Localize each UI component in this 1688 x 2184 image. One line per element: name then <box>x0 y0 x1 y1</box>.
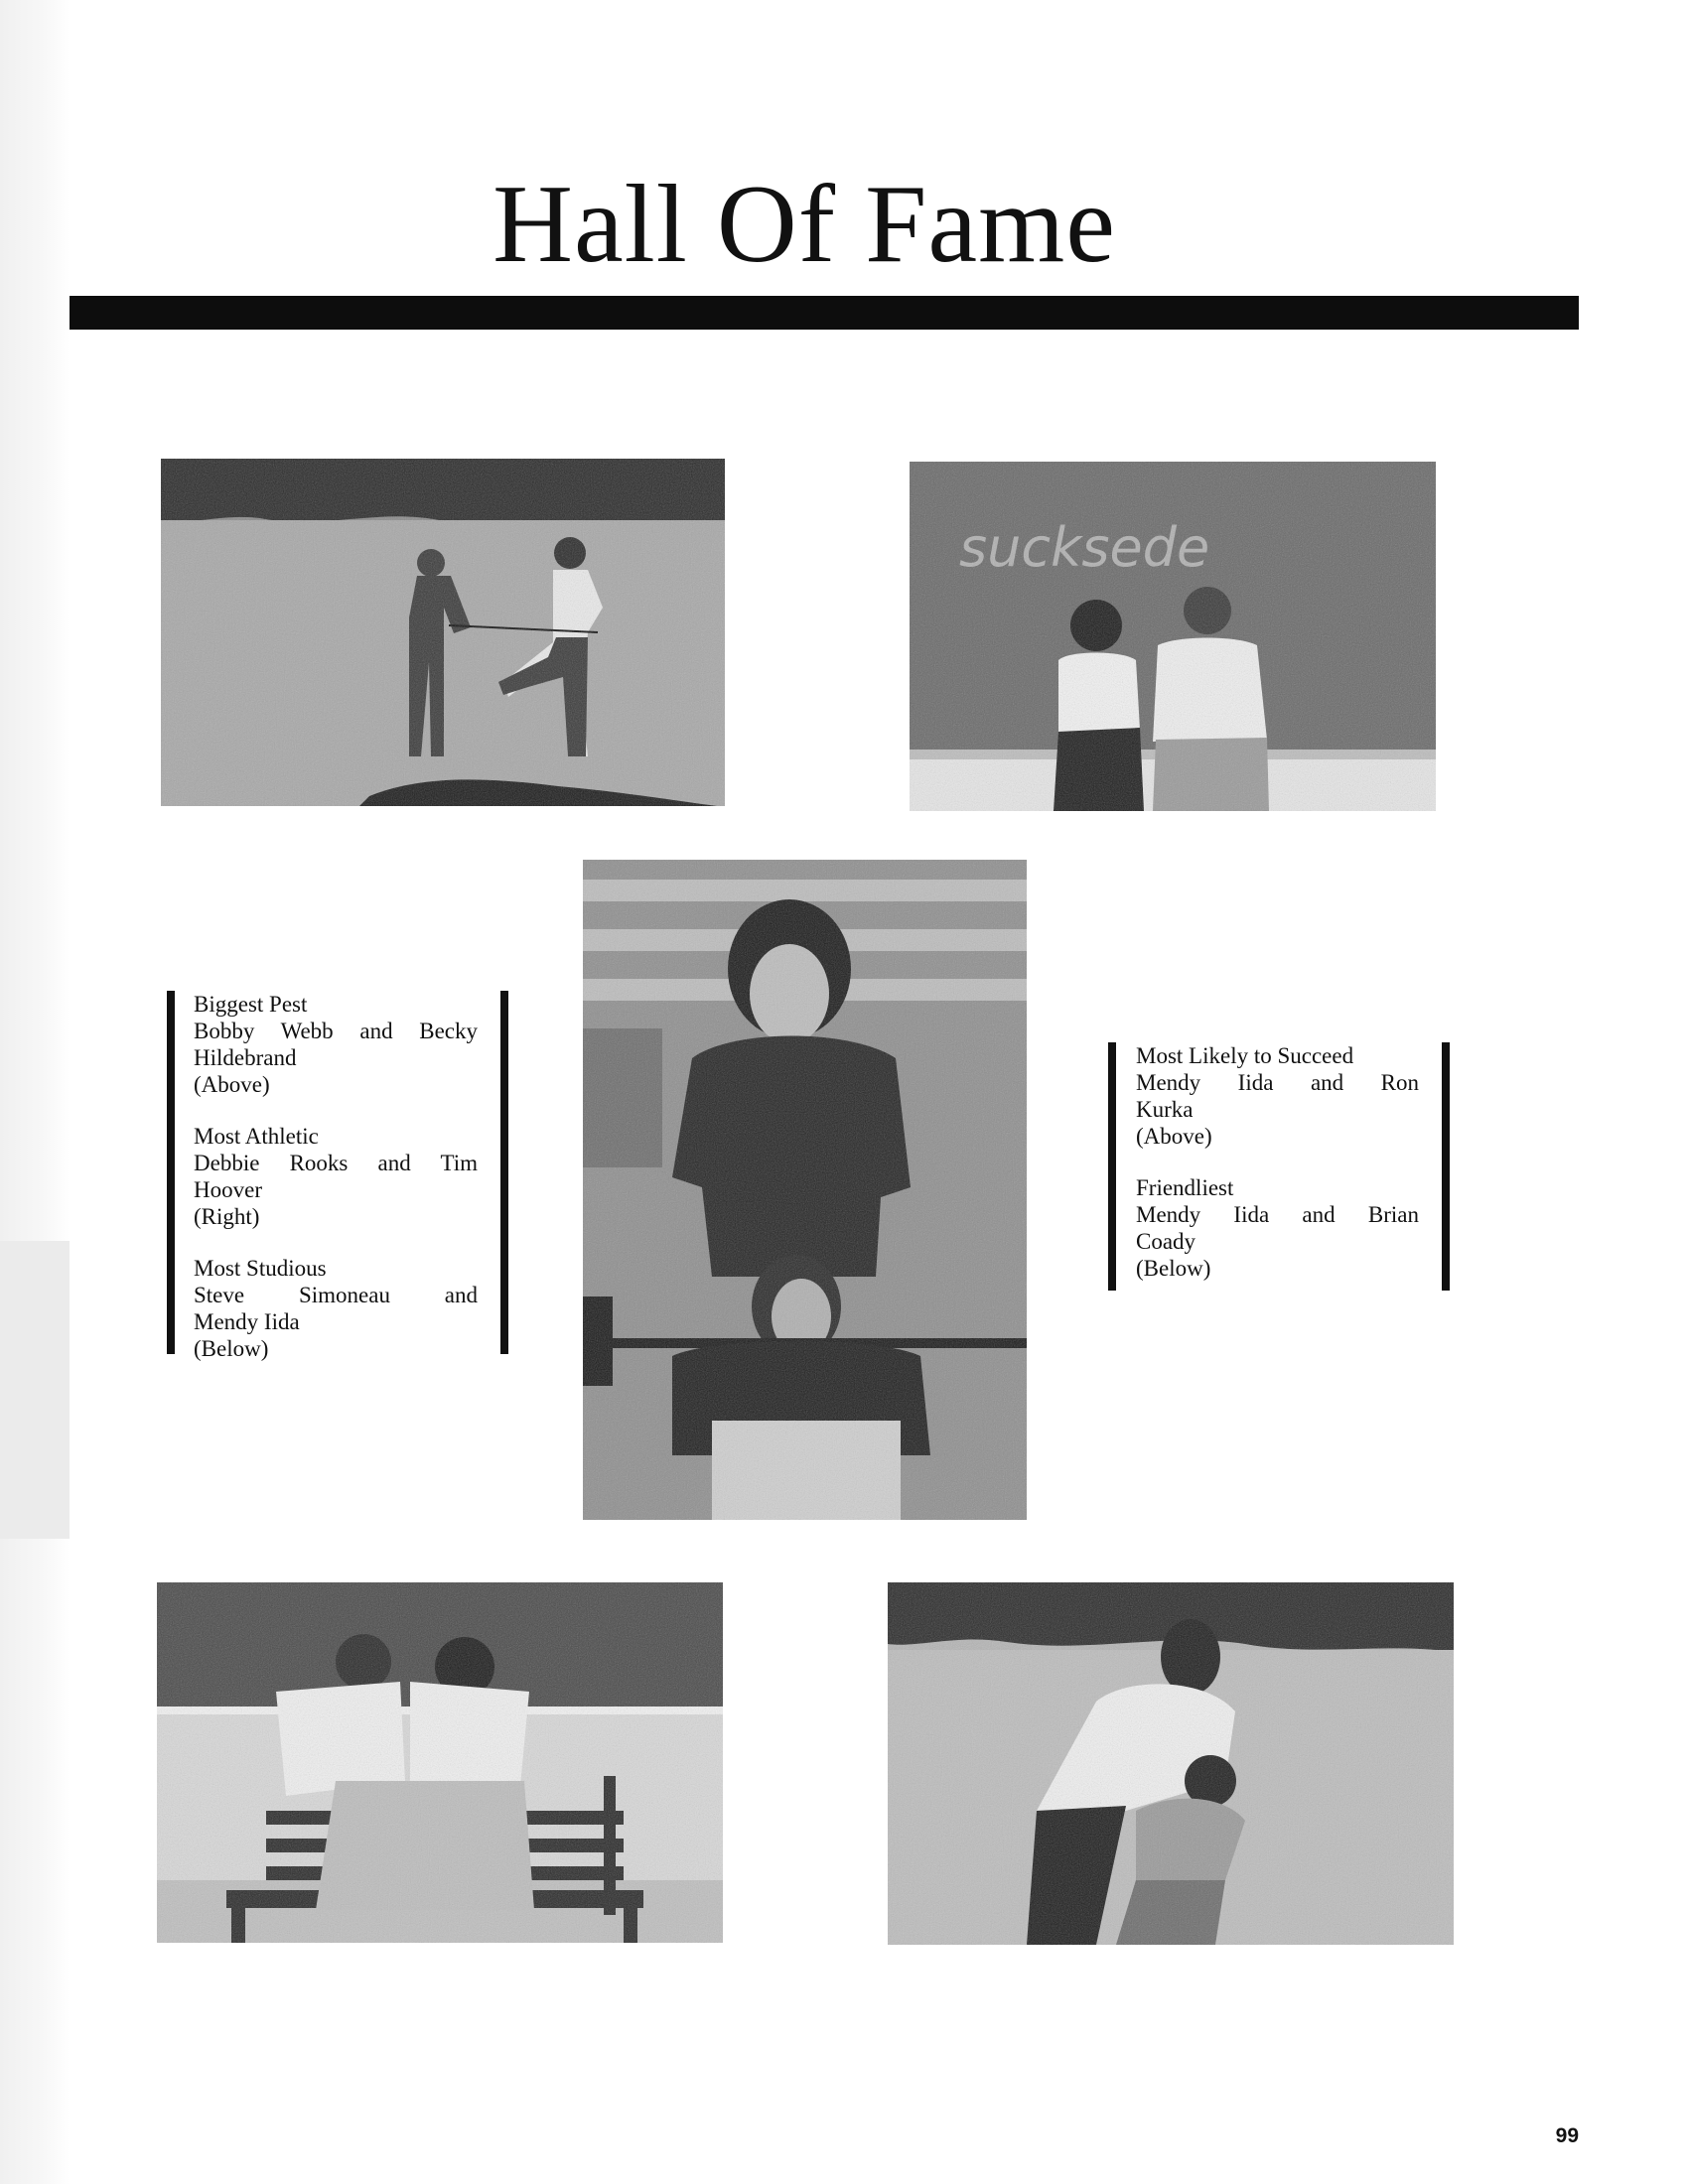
caption-most-athletic <box>194 1123 478 1230</box>
award-title: Friendliest <box>1136 1175 1234 1200</box>
award-photo-position: (Below) <box>1136 1256 1211 1281</box>
scan-edge <box>0 0 70 2184</box>
photo-most-studious <box>157 1582 723 1943</box>
award-names: Mendy Iida and Brian <box>1136 1202 1419 1227</box>
award-names: Mendy Iida and Ron <box>1136 1070 1419 1095</box>
caption-block-right <box>1108 1042 1450 1291</box>
caption-bar-left <box>1108 1042 1116 1291</box>
page-title: Hall Of Fame <box>492 163 1116 286</box>
caption-friendliest <box>1136 1174 1419 1282</box>
award-photo-position: (Below) <box>194 1336 269 1361</box>
caption-bar-right <box>1442 1042 1450 1291</box>
award-photo-position: (Above) <box>1136 1124 1212 1149</box>
photo-most-athletic <box>583 860 1027 1520</box>
award-names: Bobby Webb and Becky <box>194 1019 478 1043</box>
photo-biggest-pest <box>161 459 725 806</box>
award-title: Most Studious <box>194 1256 327 1281</box>
award-names: Hoover <box>194 1177 262 1202</box>
award-title: Most Likely to Succeed <box>1136 1043 1354 1068</box>
award-photo-position: (Above) <box>194 1072 270 1097</box>
caption-bar-right <box>500 991 508 1354</box>
page-number: 99 <box>1555 2124 1579 2147</box>
photo-most-likely-to-succeed <box>910 462 1436 811</box>
photo-friendliest <box>888 1582 1454 1945</box>
award-names: Mendy Iida <box>194 1309 300 1334</box>
award-names: Debbie Rooks and Tim <box>194 1151 478 1175</box>
award-names: Hildebrand <box>194 1045 297 1070</box>
award-names: Kurka <box>1136 1097 1194 1122</box>
scan-edge-shadow <box>0 1241 70 1539</box>
award-title: Most Athletic <box>194 1124 319 1149</box>
caption-most-likely-to-succeed <box>1136 1042 1419 1150</box>
award-title: Biggest Pest <box>194 992 308 1017</box>
award-photo-position: (Right) <box>194 1204 260 1229</box>
title-rule <box>70 296 1579 330</box>
award-names: Steve Simoneau and <box>194 1283 478 1307</box>
award-names: Coady <box>1136 1229 1196 1254</box>
caption-block-left <box>167 991 508 1361</box>
caption-bar-left <box>167 991 175 1354</box>
caption-biggest-pest <box>194 991 478 1098</box>
caption-most-studious <box>194 1255 478 1362</box>
